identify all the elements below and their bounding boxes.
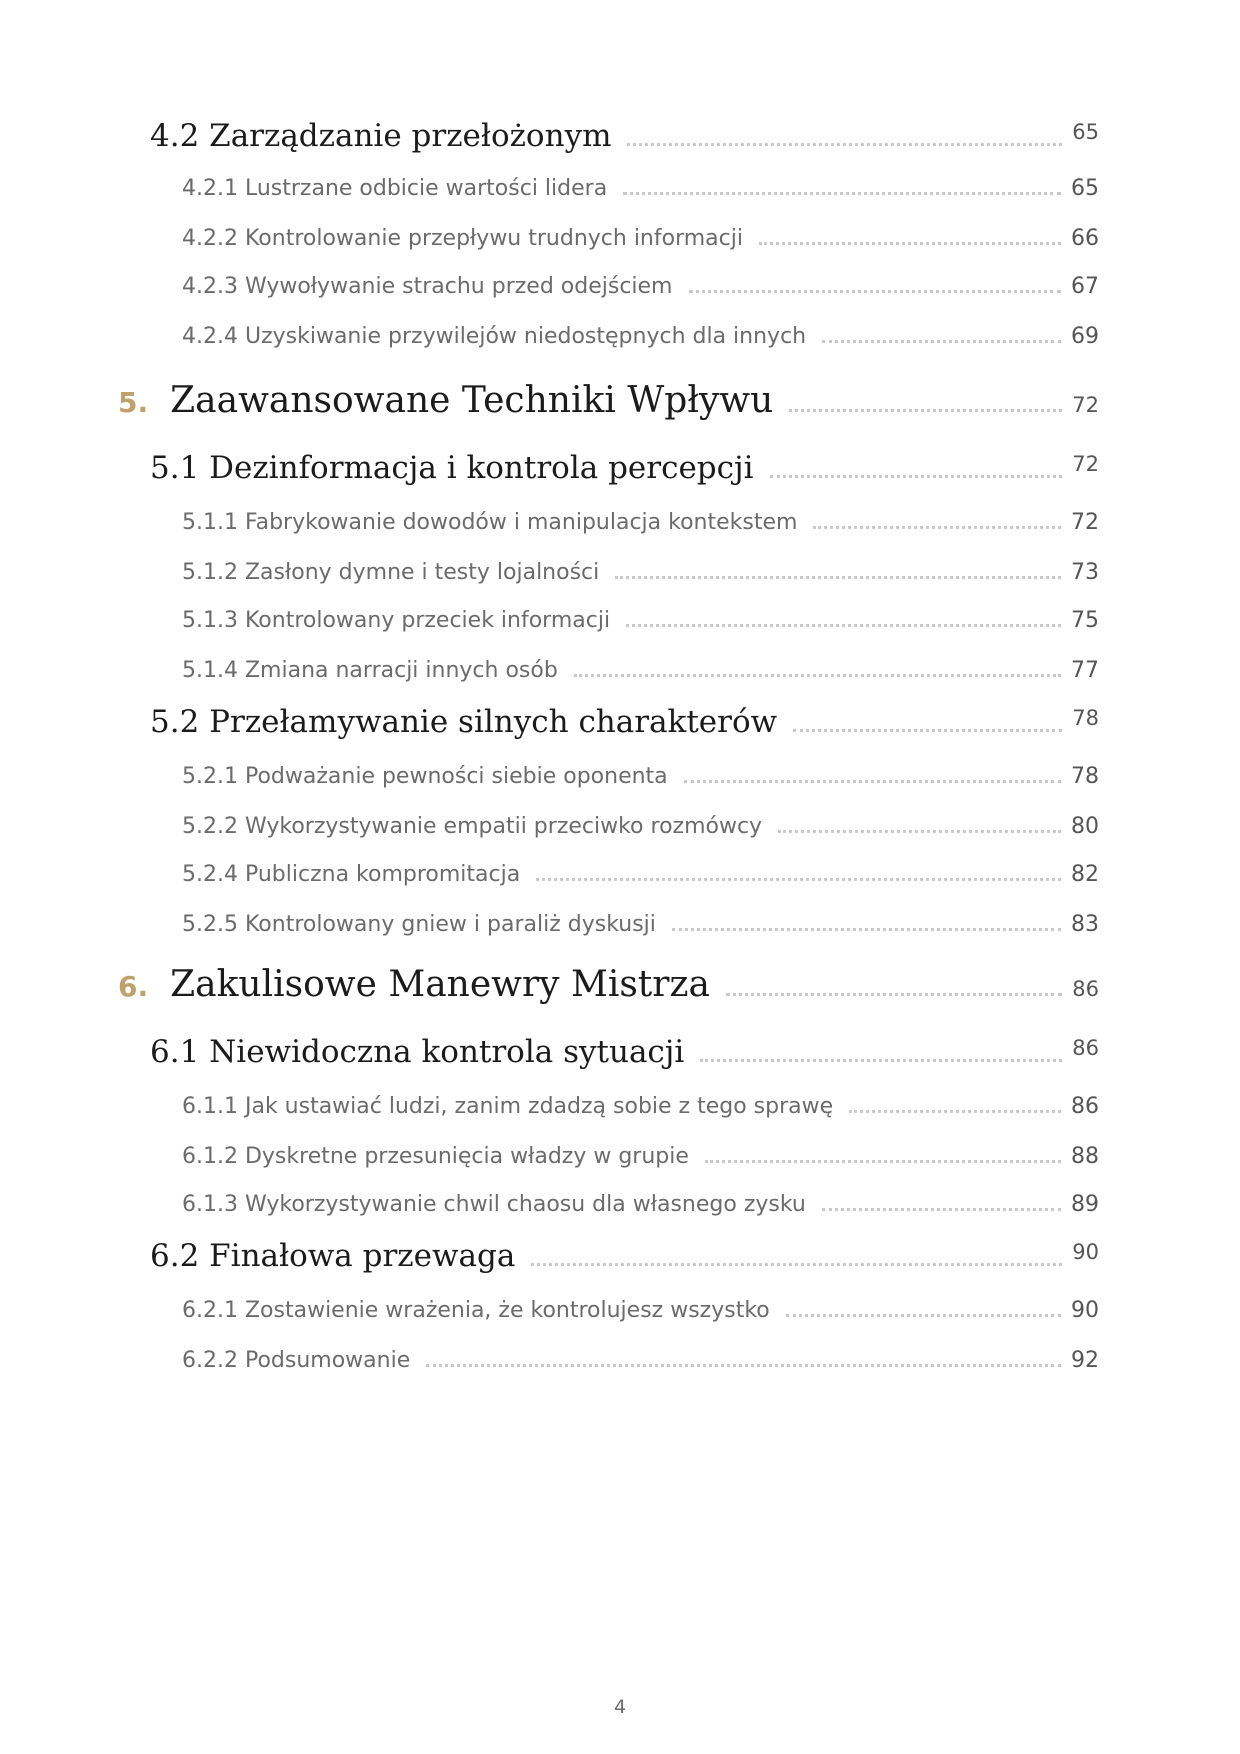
- toc-entry-title: 5.2 Przełamywanie silnych charakterów: [150, 704, 778, 740]
- toc-entry-title: 6.2 Finałowa przewaga: [150, 1238, 516, 1274]
- toc-entry-5-2-5[interactable]: [182, 912, 1099, 952]
- dot-leader: [849, 1110, 1061, 1113]
- toc-entry-title: 4.2.1 Lustrzane odbicie wartości lidera: [182, 176, 608, 201]
- dot-leader: [672, 928, 1061, 931]
- toc-entry-title: 6.2.2 Podsumowanie: [182, 1348, 411, 1373]
- toc-entry-title: 5.1.4 Zmiana narracji innych osób: [182, 658, 558, 683]
- toc-entry-title: 6.1.2 Dyskretne przesunięcia władzy w grupie: [182, 1144, 689, 1169]
- toc-entry-5-1-3[interactable]: [182, 608, 1099, 648]
- dot-leader: [684, 780, 1061, 783]
- toc-entry-page: 78: [1071, 764, 1099, 789]
- toc-entry-6-2-2[interactable]: [182, 1348, 1099, 1388]
- dot-leader: [705, 1160, 1061, 1163]
- toc-entry-title: 4.2.4 Uzyskiwanie przywilejów niedostępnych dla innych: [182, 324, 807, 349]
- toc-entry-page: 66: [1071, 226, 1099, 251]
- chapter-title: Zakulisowe Manewry Mistrza: [170, 964, 710, 1005]
- dot-leader: [623, 192, 1061, 195]
- chapter-number: 6.: [118, 970, 149, 1003]
- toc-entry-page: 86: [1071, 1094, 1099, 1119]
- dot-leader: [759, 242, 1061, 245]
- dot-leader: [793, 729, 1062, 732]
- toc-entry-page: 82: [1071, 862, 1099, 887]
- dot-leader: [822, 340, 1061, 343]
- dot-leader: [726, 993, 1062, 996]
- dot-leader: [536, 878, 1061, 881]
- toc-entry-page: 92: [1071, 1348, 1099, 1373]
- toc-entry-title: 4.2.2 Kontrolowanie przepływu trudnych informacji: [182, 226, 743, 251]
- dot-leader: [574, 674, 1061, 677]
- dot-leader: [822, 1208, 1061, 1211]
- toc-entry-page: 80: [1071, 814, 1099, 839]
- toc-entry-page: 90: [1071, 1298, 1099, 1323]
- toc-entry-4-2-3[interactable]: [182, 274, 1099, 314]
- toc-entry-page: 86: [1072, 1036, 1099, 1060]
- toc-entry-4-2-2[interactable]: [182, 226, 1099, 266]
- toc-entry-page: 90: [1072, 1240, 1099, 1264]
- toc-entry-6-2[interactable]: [150, 1238, 1099, 1288]
- toc-entry-6-1-1[interactable]: [182, 1094, 1099, 1134]
- toc-entry-title: 5.1 Dezinformacja i kontrola percepcji: [150, 450, 754, 486]
- dot-leader: [627, 143, 1062, 146]
- dot-leader: [778, 830, 1061, 833]
- toc-entry-4-2-1[interactable]: [182, 176, 1099, 216]
- dot-leader: [615, 576, 1061, 579]
- toc-entry-6-1[interactable]: [150, 1034, 1099, 1084]
- toc-chapter-6[interactable]: [118, 964, 1099, 1024]
- toc-entry-4-2-4[interactable]: [182, 324, 1099, 364]
- toc-entry-5-2[interactable]: [150, 704, 1099, 754]
- toc-entry-page: 78: [1072, 706, 1099, 730]
- toc-entry-page: 65: [1072, 120, 1099, 144]
- toc-entry-page: 65: [1071, 176, 1099, 201]
- toc-entry-page: 72: [1072, 452, 1099, 476]
- toc-entry-5-2-2[interactable]: [182, 814, 1099, 854]
- page-number: 4: [613, 1696, 627, 1718]
- dot-leader: [786, 1314, 1061, 1317]
- toc-entry-page: 72: [1072, 393, 1099, 417]
- toc-entry-title: 6.1.1 Jak ustawiać ludzi, zanim zdadzą sobie z tego sprawę: [182, 1094, 834, 1119]
- toc-entry-title: 6.1.3 Wykorzystywanie chwil chaosu dla własnego zysku: [182, 1192, 806, 1217]
- toc-entry-title: 6.2.1 Zostawienie wrażenia, że kontrolujesz wszystko: [182, 1298, 770, 1323]
- toc-entry-title: 5.2.1 Podważanie pewności siebie oponenta: [182, 764, 668, 789]
- toc-entry-page: 69: [1071, 324, 1099, 349]
- toc-entry-6-1-3[interactable]: [182, 1192, 1099, 1232]
- toc-entry-title: 5.2.5 Kontrolowany gniew i paraliż dyskusji: [182, 912, 656, 937]
- toc-entry-page: 67: [1071, 274, 1099, 299]
- toc-entry-title: 5.1.3 Kontrolowany przeciek informacji: [182, 608, 611, 633]
- toc-entry-6-1-2[interactable]: [182, 1144, 1099, 1184]
- dot-leader: [789, 409, 1062, 412]
- toc-entry-6-2-1[interactable]: [182, 1298, 1099, 1338]
- dot-leader: [689, 290, 1062, 293]
- toc-entry-title: 4.2.3 Wywoływanie strachu przed odejściem: [182, 274, 673, 299]
- toc-entry-5-2-1[interactable]: [182, 764, 1099, 804]
- toc-entry-page: 73: [1071, 560, 1099, 585]
- toc-entry-5-1-4[interactable]: [182, 658, 1099, 698]
- toc-entry-page: 75: [1071, 608, 1099, 633]
- dot-leader: [813, 526, 1061, 529]
- dot-leader: [426, 1364, 1061, 1367]
- dot-leader: [626, 624, 1061, 627]
- toc-entry-page: 72: [1071, 510, 1099, 535]
- toc-entry-page: 88: [1071, 1144, 1099, 1169]
- toc-entry-5-2-4[interactable]: [182, 862, 1099, 902]
- toc-entry-4-2[interactable]: [150, 118, 1099, 168]
- dot-leader: [531, 1263, 1062, 1266]
- dot-leader: [770, 475, 1063, 478]
- toc-entry-5-1[interactable]: [150, 450, 1099, 500]
- toc-entry-page: 83: [1071, 912, 1099, 937]
- toc-entry-page: 89: [1071, 1192, 1099, 1217]
- toc-entry-page: 77: [1071, 658, 1099, 683]
- toc-entry-title: 5.1.1 Fabrykowanie dowodów i manipulacja kontekstem: [182, 510, 798, 535]
- toc-entry-title: 5.2.2 Wykorzystywanie empatii przeciwko rozmówcy: [182, 814, 763, 839]
- toc-entry-title: 5.2.4 Publiczna kompromitacja: [182, 862, 521, 887]
- chapter-number: 5.: [118, 386, 149, 419]
- toc-entry-5-1-2[interactable]: [182, 560, 1099, 600]
- chapter-title: Zaawansowane Techniki Wpływu: [170, 380, 774, 421]
- dot-leader: [700, 1059, 1062, 1062]
- toc-chapter-5[interactable]: [118, 380, 1099, 440]
- toc-entry-page: 86: [1072, 977, 1099, 1001]
- toc-entry-title: 6.1 Niewidoczna kontrola sytuacji: [150, 1034, 685, 1070]
- toc-entry-title: 5.1.2 Zasłony dymne i testy lojalności: [182, 560, 600, 585]
- toc-entry-5-1-1[interactable]: [182, 510, 1099, 550]
- toc-entry-title: 4.2 Zarządzanie przełożonym: [150, 118, 612, 154]
